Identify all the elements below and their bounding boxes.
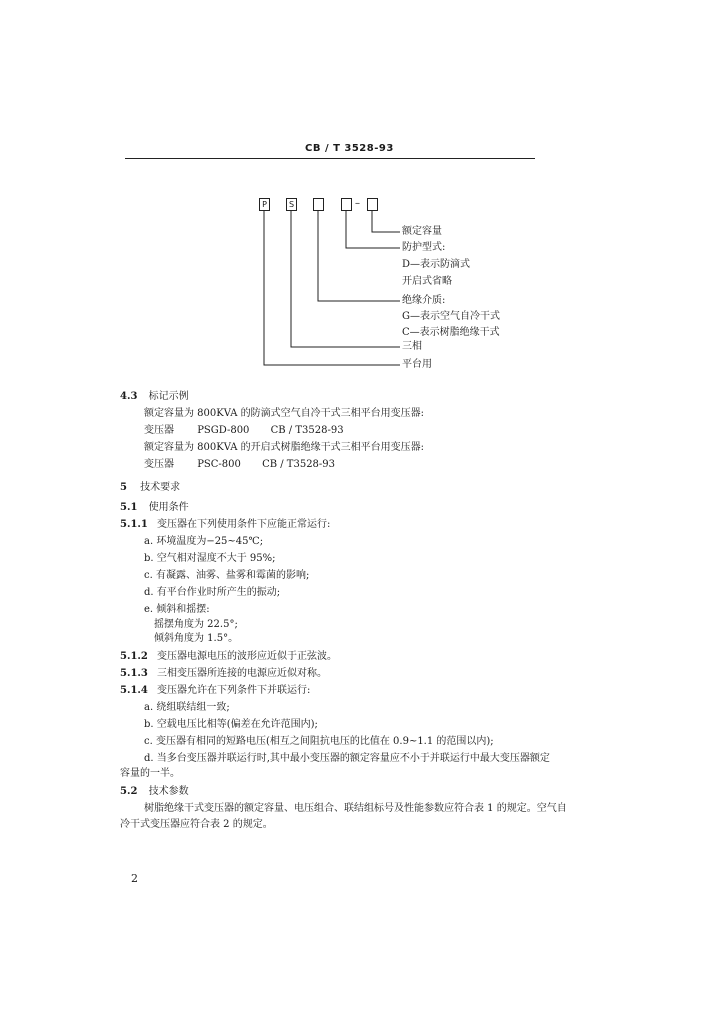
section-text: 变压器在下列使用条件下应能正常运行: xyxy=(157,519,331,530)
section-number: 5.1.1 xyxy=(120,519,148,530)
label-insulation-c: C—表示树脂绝缘干式 xyxy=(402,327,500,338)
label-protection-d: D—表示防滴式 xyxy=(402,259,471,270)
list-item: c. 变压器有相同的短路电压(相互之间阻抗电压的比值在 0.9~1.1 的范围以内); xyxy=(144,736,494,747)
list-item: b. 空载电压比相等(偏差在允许范围内); xyxy=(144,719,318,730)
section-number: 5 xyxy=(120,482,127,493)
list-item: a. 绕组联结组一致; xyxy=(144,702,230,713)
example-line-2 xyxy=(144,425,344,437)
example-standard: CB / T3528-93 xyxy=(270,425,344,436)
example-code: PSC-800 xyxy=(197,459,241,470)
example-code: PSGD-800 xyxy=(197,425,250,436)
list-item: c. 有凝露、油雾、盐雾和霉菌的影响; xyxy=(144,570,310,581)
section-number: 5.1.2 xyxy=(120,651,148,662)
standard-number-header: CB / T 3528-93 xyxy=(305,143,394,154)
designation-box-p: P xyxy=(259,198,270,211)
section-5-1-2 xyxy=(120,651,337,663)
section-title: 技术要求 xyxy=(140,482,181,493)
section-number: 5.1.4 xyxy=(120,685,148,696)
section-5-1-4 xyxy=(120,685,310,697)
section-number: 5.1.3 xyxy=(120,668,148,679)
section-title: 标记示例 xyxy=(148,391,189,402)
list-item: e. 倾斜和摇摆: xyxy=(144,604,210,615)
label-insulation: 绝缘介质: xyxy=(402,295,446,306)
section-4-3-heading xyxy=(120,391,189,403)
section-title: 技术参数 xyxy=(148,786,189,797)
label-protection-open: 开启式省略 xyxy=(402,276,452,287)
section-text: 变压器允许在下列条件下并联运行: xyxy=(157,685,311,696)
paragraph-line: 冷干式变压器应符合表 2 的规定。 xyxy=(120,819,273,830)
example-name: 变压器 xyxy=(144,425,174,436)
section-title: 使用条件 xyxy=(148,502,189,513)
designation-dash: – xyxy=(355,198,360,209)
list-item: a. 环境温度为−25~45℃; xyxy=(144,536,264,547)
label-three-phase: 三相 xyxy=(402,341,422,352)
section-text: 变压器电源电压的波形应近似于正弦波。 xyxy=(157,651,338,662)
leader-line-insulation xyxy=(318,211,400,301)
section-number: 4.3 xyxy=(120,391,138,402)
example-line-4 xyxy=(144,459,335,471)
section-5-1-heading xyxy=(120,502,189,514)
sub-item: 倾斜角度为 1.5°。 xyxy=(154,633,239,644)
leader-line-protection xyxy=(346,211,400,248)
list-item-continuation: 容量的一半。 xyxy=(120,768,180,779)
label-insulation-g: G—表示空气自冷干式 xyxy=(402,311,500,322)
label-rated-capacity: 额定容量 xyxy=(402,226,442,237)
section-5-1-3 xyxy=(120,668,327,680)
paragraph-line: 树脂绝缘干式变压器的额定容量、电压组合、联结组标号及性能参数应符合表 1 的规定。空气自 xyxy=(144,803,567,814)
list-item: b. 空气相对湿度不大于 95%; xyxy=(144,553,276,564)
list-item: d. 当多台变压器并联运行时,其中最小变压器的额定容量应不小于并联运行中最大变压器额定 xyxy=(144,753,550,764)
section-5-heading xyxy=(120,482,180,494)
leader-line-capacity xyxy=(372,211,400,232)
section-number: 5.2 xyxy=(120,786,138,797)
label-protection-type: 防护型式: xyxy=(402,242,446,253)
example-line-3: 额定容量为 800KVA 的开启式树脂绝缘干式三相平台用变压器: xyxy=(144,442,425,453)
header-rule xyxy=(125,158,535,159)
designation-leader-lines xyxy=(250,190,410,375)
label-platform: 平台用 xyxy=(402,359,432,370)
sub-item: 摇摆角度为 22.5°; xyxy=(154,619,238,630)
page-number: 2 xyxy=(131,872,138,885)
section-text: 三相变压器所连接的电源应近似对称。 xyxy=(157,668,328,679)
leader-line-platform xyxy=(264,211,400,365)
example-name: 变压器 xyxy=(144,459,174,470)
section-number: 5.1 xyxy=(120,502,138,513)
section-5-2-heading xyxy=(120,786,189,798)
section-5-1-1 xyxy=(120,519,330,531)
designation-box-s: S xyxy=(286,198,297,211)
list-item: d. 有平台作业时所产生的振动; xyxy=(144,587,281,598)
example-standard: CB / T3528-93 xyxy=(262,459,336,470)
example-line-1: 额定容量为 800KVA 的防滴式空气自冷干式三相平台用变压器: xyxy=(144,408,425,419)
